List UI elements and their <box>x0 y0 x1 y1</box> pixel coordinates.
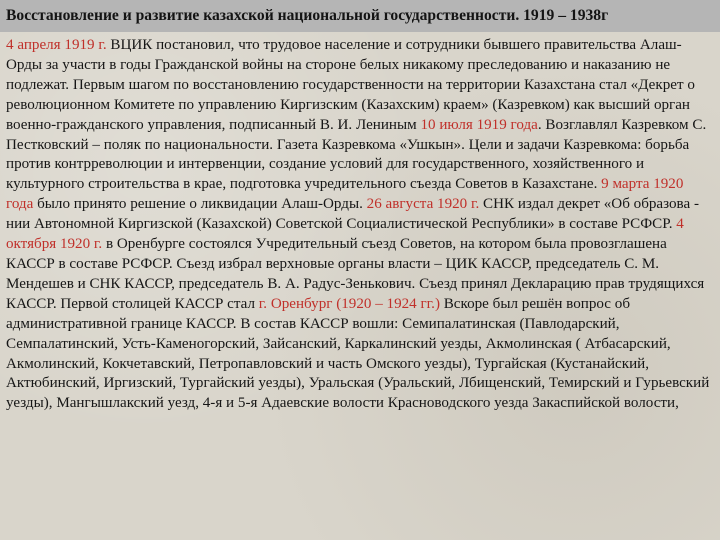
date-1919-07-10: 10 июля 1919 года <box>420 116 538 133</box>
capital-orenburg: г. Оренбург (1920 – 1924 гг.) <box>258 295 440 312</box>
text-segment: ВЦИК постановил, что трудовое население и сотрудники бывшего правительства Алаш-Орды за участи в годы Гражданской войны на стороне белых никакому преследованию и наказанию не подлежат. Первым шагом по восстановлению государственности на территории Казахстана стал «Декрет о революционном Комитете по управлению Киргизским (Казахским) краем» (Казревком) как высший орган военно-гражданского управления, подписанный В. И. Лениным <box>6 37 695 133</box>
text-segment: . Возглавлял Казревком С. Пестковский – поляк по национальности. Газета Казревкома «Ушкын». Цели и задачи Казревкома: борьба против контрреволюции и интервенции, создание условий для государственного, хозяйственного и культурного строительства в крае, подготовка учредительного съезда Советов в Казахстане. <box>6 116 707 193</box>
date-1920-03-09: 9 марта 1920 года <box>6 176 684 213</box>
text-segment: было принято решение о ликвидации Алаш-Орды. <box>33 196 367 213</box>
date-1920-10-04: 4 октября 1920 г. <box>6 216 684 253</box>
body-text <box>6 36 714 414</box>
text-segment: Вскоре был решён вопрос об административной границе КАССР. В состав КАССР вошли: Семипалатинская (Павлодарский, Семпалатинский, Усть-Каменогорский, Зайсанский, Каркалинский уезды, Акмолинская ( Атбасарский, Акмолинский, Кокчетавский, Петропавловский и часть Омского уезды), Тургайская (Кустанайский, Актюбинский, Иргизский, Тургайский уезды), Уральская (Уральский, Лбищенский, Темирский и Гурьевский уезды), Мангышлакский уезд, 4-я и 5-я Адаевские волости Красноводского уезда Закаспийской волости, <box>6 295 710 412</box>
slide-title: Восстановление и развитие казахской национальной государственности. 1919 – 1938г <box>0 0 720 32</box>
text-segment: в Оренбурге состоялся Учредительный съезд Советов, на котором была провозглашена КАССР в составе РСФСР. Съезд избрал верхновые органы власти – ЦИК КАССР, председатель С. М. Мендешев и СНК КАССР, председатель В. А. Радус-Зенькович. Съезд принял Декларацию прав трудящихся КАССР. Первой столицей КАССР стал <box>6 236 705 312</box>
date-1920-08-26: 26 августа 1920 г. <box>366 196 480 213</box>
date-1919-04-04: 4 апреля 1919 г. <box>6 37 107 53</box>
text-segment: СНК издал декрет «Об образова - нии Автономной Киргизской (Казахской) Советской Социалистической Республики» в составе РСФСР. <box>6 196 699 233</box>
